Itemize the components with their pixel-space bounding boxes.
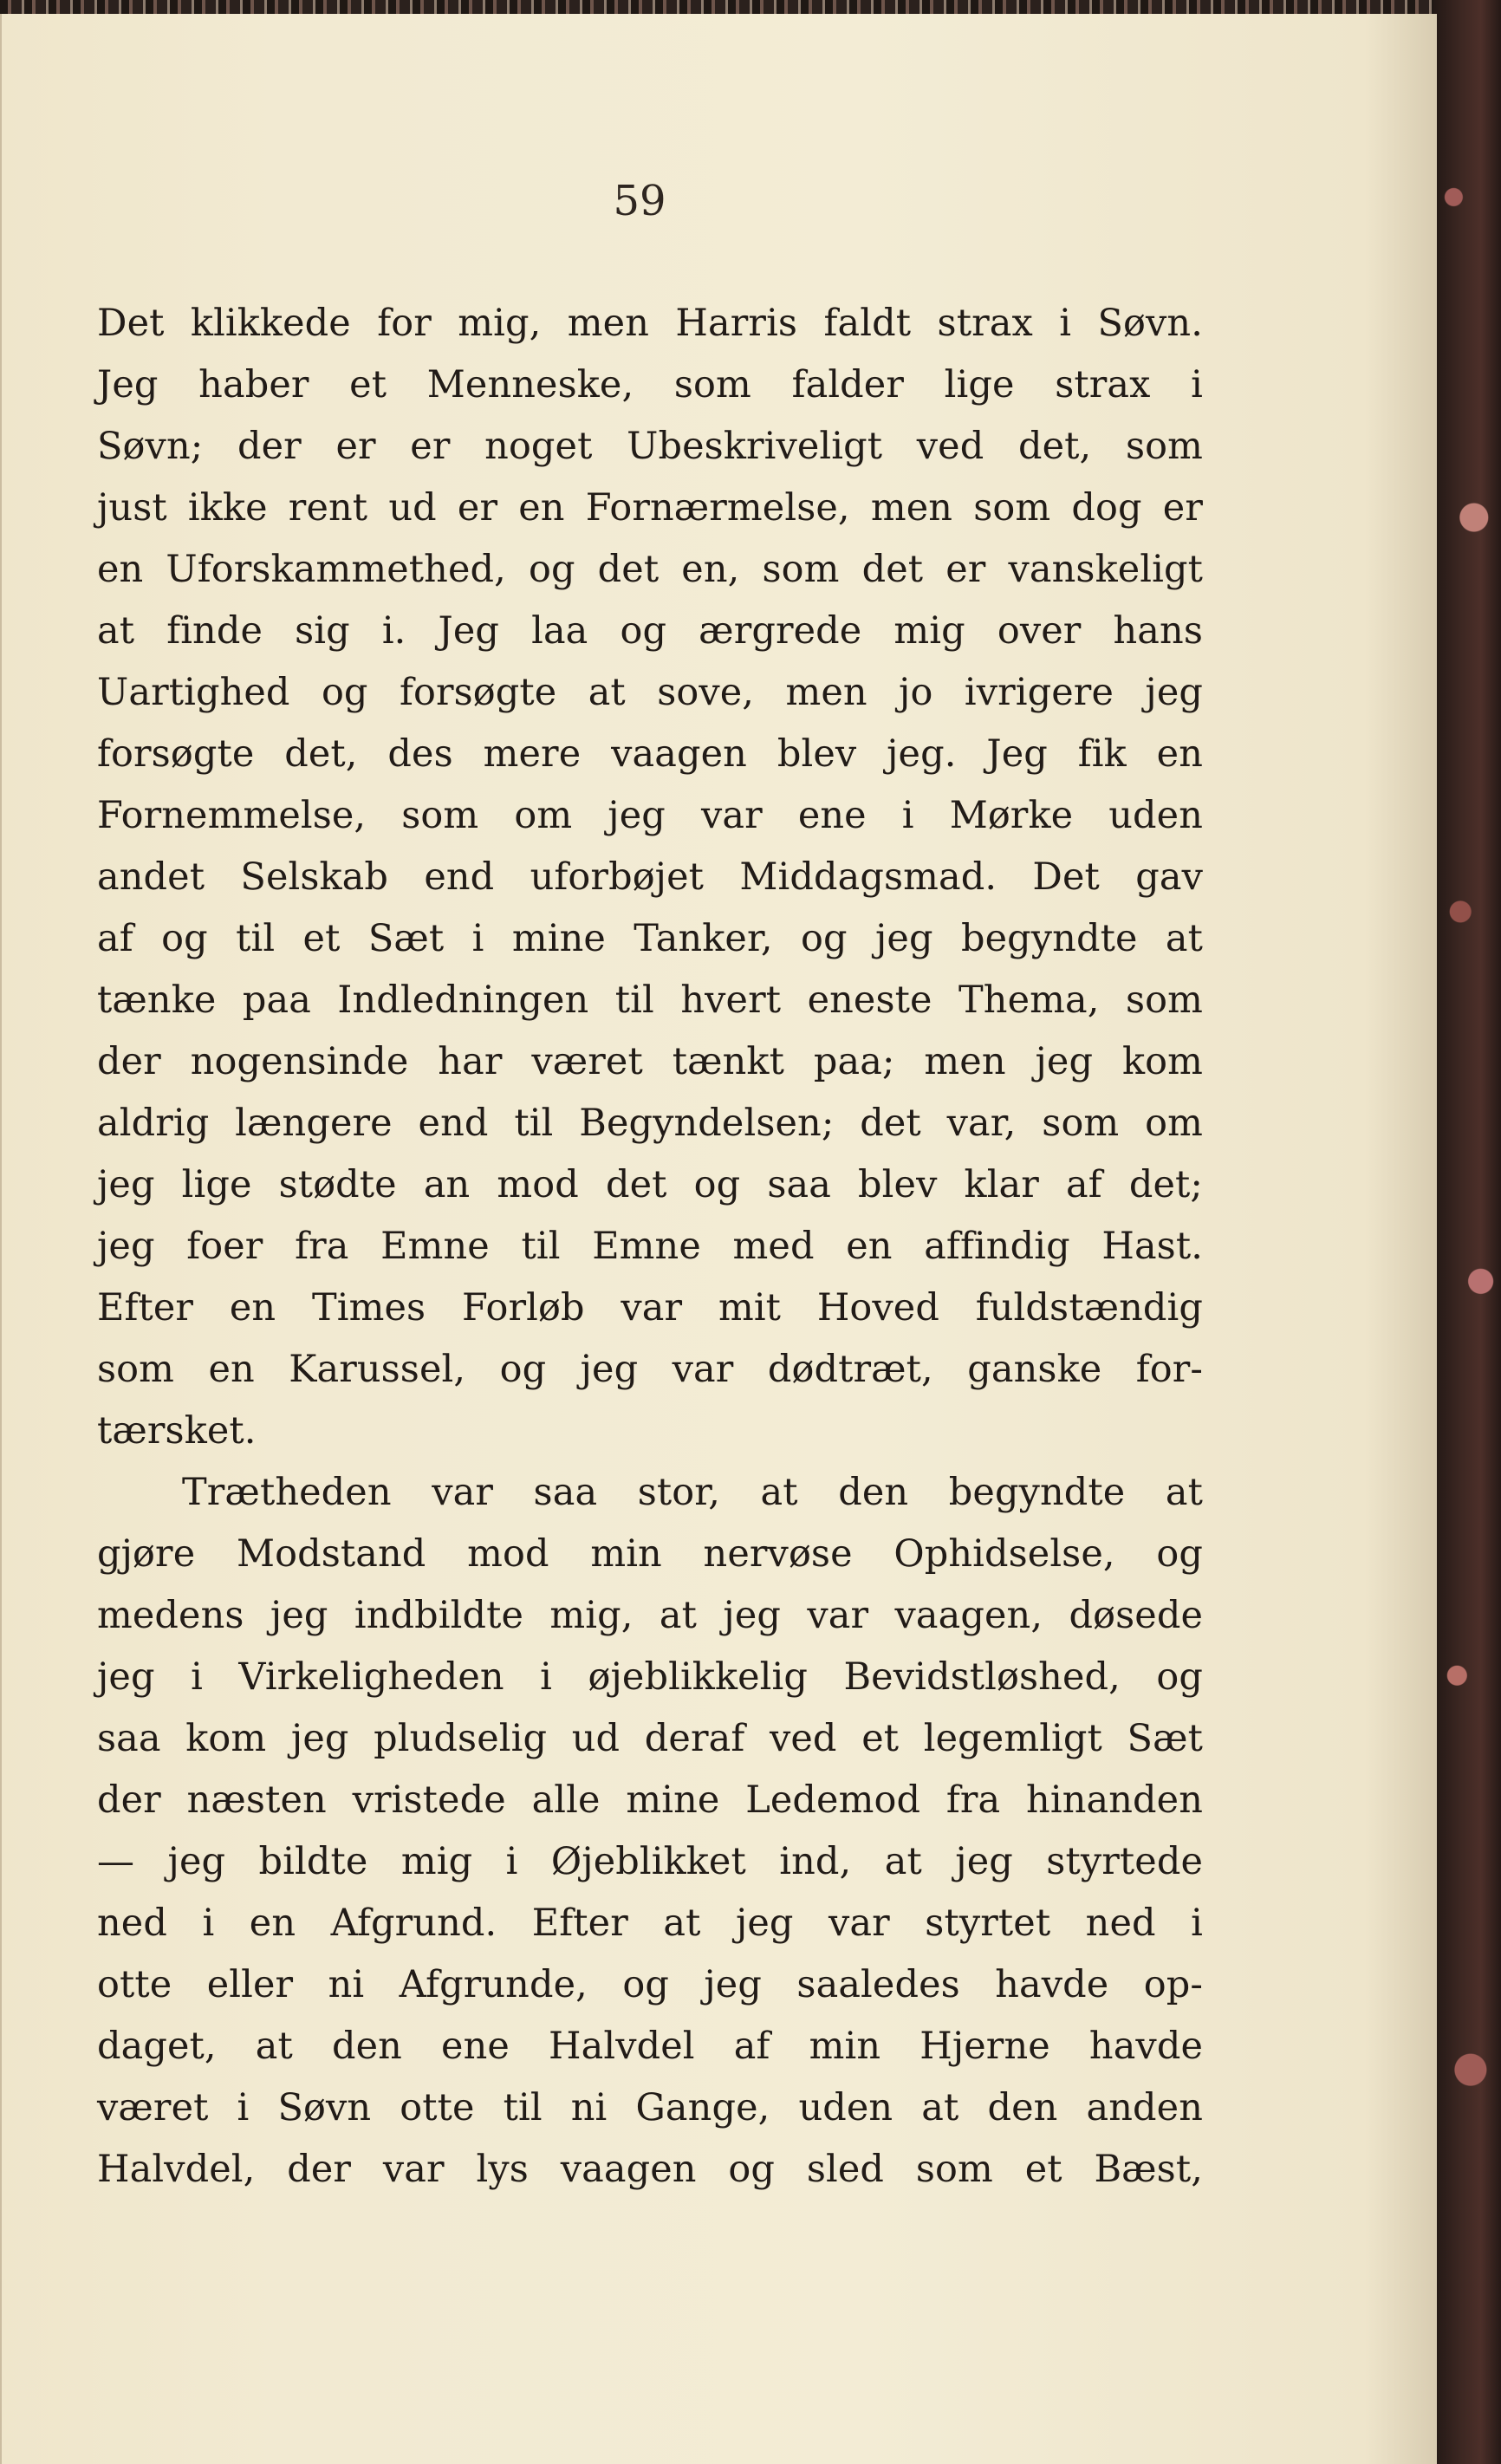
text-line: der nogensinde har været tænkt paa; men jeg kom (97, 1040, 1203, 1083)
text-line: af og til et Sæt i mine Tanker, og jeg begyndte at (97, 917, 1203, 960)
text-line: aldrig længere end til Begyndelsen; det var, som om (97, 1102, 1203, 1145)
text-line: gjøre Modstand mod min nervøse Ophidselse, og (97, 1532, 1203, 1576)
page-number: 59 (613, 177, 666, 225)
text-line: — jeg bildte mig i Øjeblikket ind, at jeg styrtede (97, 1840, 1203, 1883)
text-line: som en Karussel, og jeg var dødtræt, ganske for- (97, 1348, 1203, 1391)
text-line: jeg foer fra Emne til Emne med en affindig Hast. (97, 1225, 1203, 1268)
text-line: Jeg haber et Menneske, som falder lige strax i (97, 363, 1203, 406)
body-text (97, 293, 1203, 2201)
text-line: Halvdel, der var lys vaagen og sled som et Bæst, (97, 2148, 1203, 2191)
text-line: Uartighed og forsøgte at sove, men jo ivrigere jeg (97, 671, 1203, 714)
text-line: Efter en Times Forløb var mit Hoved fuldstændig (97, 1286, 1203, 1330)
text-line: tænke paa Indledningen til hvert eneste Thema, som (97, 978, 1203, 1022)
text-line: at finde sig i. Jeg laa og ærgrede mig over hans (97, 609, 1203, 653)
text-line: Fornemmelse, som om jeg var ene i Mørke uden (97, 794, 1203, 837)
text-line: forsøgte det, des mere vaagen blev jeg. Jeg fik en (97, 732, 1203, 776)
text-line: ned i en Afgrund. Efter at jeg var styrtet ned i (97, 1902, 1203, 1945)
paragraph-first-line: Trætheden var saa stor, at den begyndte at (182, 1471, 1203, 1514)
page-paper (0, 14, 1437, 2464)
text-line: just ikke rent ud er en Fornærmelse, men som dog er (97, 486, 1203, 530)
text-line: andet Selskab end uforbøjet Middagsmad. Det gav (97, 855, 1203, 899)
text-line: jeg i Virkeligheden i øjeblikkelig Bevidstløshed, og (97, 1655, 1203, 1699)
text-line: Det klikkede for mig, men Harris faldt strax i Søvn. (97, 302, 1203, 345)
text-line: medens jeg indbildte mig, at jeg var vaagen, døsede (97, 1594, 1203, 1637)
text-line: otte eller ni Afgrunde, og jeg saaledes havde op- (97, 1963, 1203, 2006)
marbled-book-edge (1433, 0, 1501, 2464)
text-line: der næsten vristede alle mine Ledemod fra hinanden (97, 1778, 1203, 1822)
text-line: jeg lige stødte an mod det og saa blev klar af det; (97, 1163, 1203, 1206)
text-line: tærsket. (97, 1409, 257, 1453)
text-line: daget, at den ene Halvdel af min Hjerne havde (97, 2025, 1203, 2068)
text-line: været i Søvn otte til ni Gange, uden at den anden (97, 2086, 1203, 2129)
text-line: Søvn; der er er noget Ubeskriveligt ved det, som (97, 425, 1203, 468)
text-line: saa kom jeg pludselig ud deraf ved et legemligt Sæt (97, 1717, 1203, 1760)
text-line: en Uforskammethed, og det en, som det er vanskeligt (97, 548, 1203, 591)
